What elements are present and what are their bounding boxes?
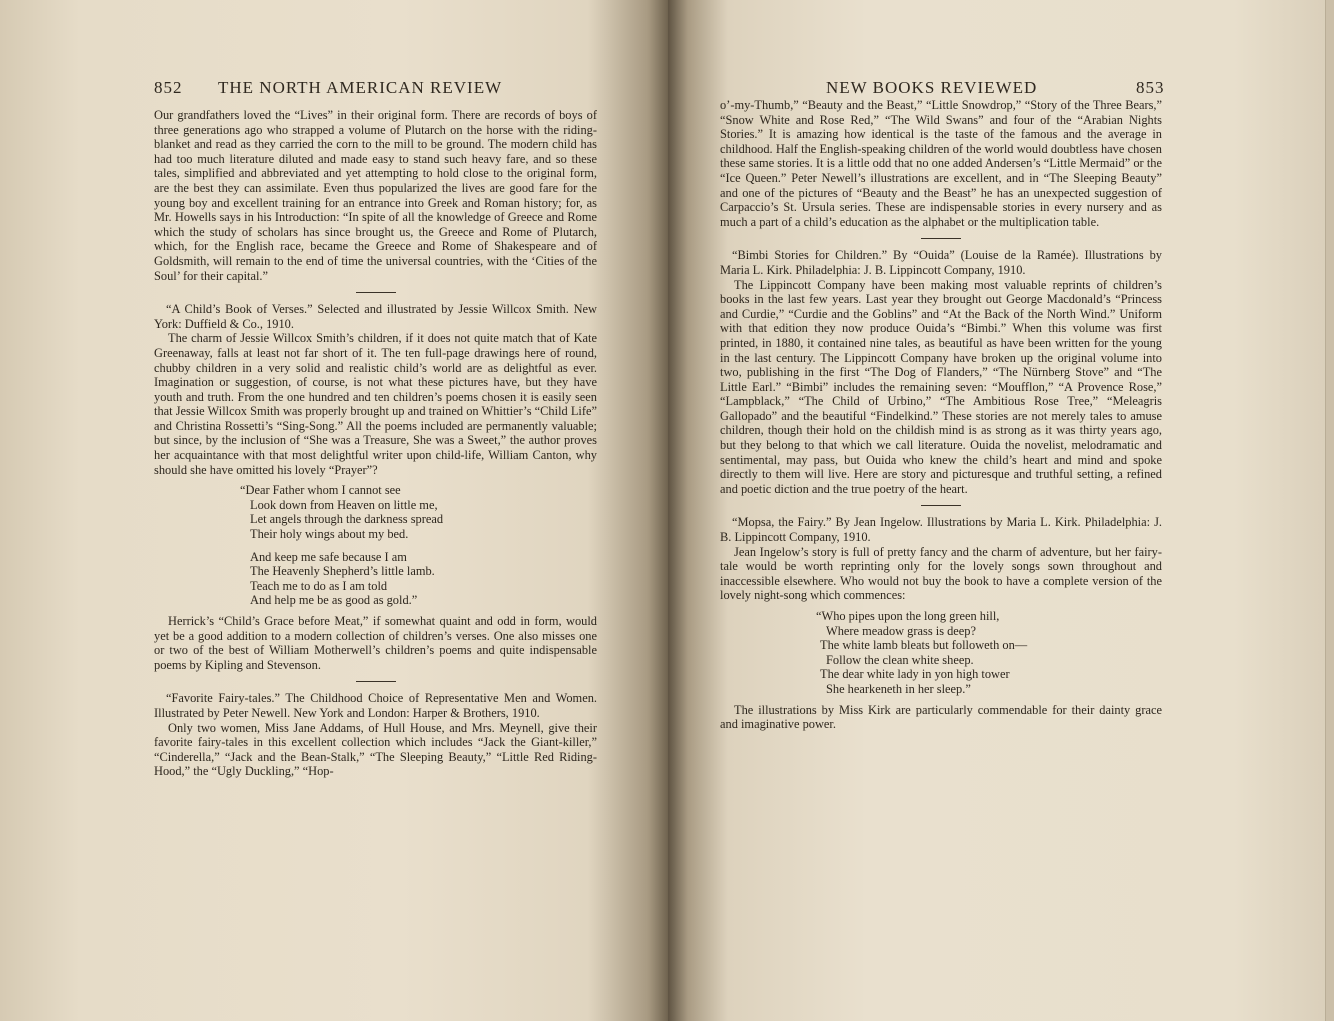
right-page	[668, 0, 1334, 1021]
verse-line: And keep me safe because I am	[250, 549, 407, 564]
review-body-after-poem: Herrick’s “Child’s Grace before Meat,” if somewhat quaint and odd in form, would yet be a good addition to a modern collection of children’s verses. One also misses one or two of the best of William Motherwell’s children’s poems and quite indispensable poems by Kipling and Stevenson.	[154, 614, 597, 672]
verse-line: Look down from Heaven on little me,	[250, 497, 438, 512]
review-heading-childs-book-of-verses: “A Child’s Book of Verses.” Selected and illustrated by Jessie Willcox Smith. New York: Duffield & Co., 1910.	[154, 302, 597, 331]
review-body-favorite-fairy-tales: Only two women, Miss Jane Addams, of Hull House, and Mrs. Meynell, give their favorite fairy-tales in this excellent collection which includes “Jack the Giant-killer,” “Cinderella,” “Jack and the Bean-Stalk,” “The Sleeping Beauty,” “Little Red Riding-Hood,” the “Ugly Duckling,” “Hop-	[154, 720, 597, 779]
page-edge	[1325, 0, 1334, 1021]
verse-line: Teach me to do as I am told	[250, 578, 388, 593]
verse-line: “Who pipes upon the long green hill,	[816, 609, 1000, 623]
section-divider	[921, 238, 961, 239]
right-paragraph-1: o’-my-Thumb,” “Beauty and the Beast,” “Little Snowdrop,” “Story of the Three Bears,” “Snow White and Rose Red,” “The Wild Swans” and four of the “Arabian Nights Stories.” It is amazing how identical is the taste of the famous and the average in childhood. Half the English-speaking children of the world would doubtless have chosen these same stories. It is a little odd that no one added Andersen’s “Little Mermaid” or the “Ice Queen.” Peter Newell’s illustrations are excellent, and in “The Sleeping Beauty” and one of the pictures of “Beauty and the Beast” he has an unexpected suggestion of Carpaccio’s St. Ursula series. These are indispensable stories in every nursery and as much a part of a child’s education as the alphabet or the multiplication table.	[720, 98, 1162, 229]
left-text-column	[154, 108, 597, 779]
verse-line: Their holy wings about my bed.	[250, 527, 409, 542]
review-body-closing: The illustrations by Miss Kirk are particularly commendable for their dainty grace and imaginative power.	[720, 702, 1162, 732]
verse-line: And help me be as good as gold.”	[250, 593, 418, 608]
verse-line: “Dear Father whom I cannot see	[240, 483, 401, 498]
review-heading-favorite-fairy-tales: “Favorite Fairy-tales.” The Childhood Choice of Representative Men and Women. Illustrated by Peter Newell. New York and London: Harper & Brothers, 1910.	[154, 691, 597, 720]
verse-line: Let angels through the darkness spread	[250, 512, 444, 527]
section-divider	[921, 505, 961, 506]
section-divider	[356, 292, 396, 293]
review-heading-mopsa-the-fairy: “Mopsa, the Fairy.” By Jean Ingelow. Illustrations by Maria L. Kirk. Philadelphia: J. B. Lippincott Company, 1910.	[720, 515, 1162, 545]
left-page-number: 852	[154, 78, 183, 97]
verse-line: Follow the clean white sheep.	[826, 652, 974, 667]
verse-line: Where meadow grass is deep?	[826, 623, 977, 638]
verse-line: The Heavenly Shepherd’s little lamb.	[250, 564, 435, 579]
section-divider	[356, 681, 396, 682]
verse-line: She hearkeneth in her sleep.”	[826, 681, 971, 696]
verse-line: The white lamb bleats but followeth on—	[820, 638, 1028, 653]
review-body-childs-book-of-verses: The charm of Jessie Willcox Smith’s children, if it does not quite match that of Kate Greenaway, falls at least not far short of it. The ten full-page drawings here of round, chubby children in a very solid and realistic child’s world are as delightful as ever. Imagination or suggestion, of course, is not what these pictures have, but they have youth and truth. From the one hundred and ten children’s poems chosen it is easily seen that Jessie Willcox Smith was properly brought up and trained on Whittier’s “Child Life” and Christina Rossetti’s “Sing-Song.” All the poems included are permanently valuable; but since, by the inclusion of “She was a Treasure, She was a Sweet,” the author proves her acquaintance with that most delightful writer upon child-life, William Canton, why should she have omitted his lovely “Prayer”?	[154, 331, 597, 477]
review-body-bimbi-stories: The Lippincott Company have been making most valuable reprints of children’s books in the last few years. Last year they brought out George Macdonald’s “Princess and Curdie,” “Curdie and the Goblins” and “At the Back of the North Wind.” Uniform with that edition they now produce Ouida’s “Bimbi.” When this volume was first printed, in 1880, it contained nine tales, as beautiful as have been written for the young in the last century. The Lippincott Company have broken up the original volume into two, publishing in the first “The Dog of Flanders,” “The Nürnberg Stove” and “The Little Earl.” “Bimbi” includes the remaining seven: “Moufflon,” “A Provence Rose,” “Lampblack,” “The Child of Urbino,” “The Ambitious Rose Tree,” “Meleagris Gallopado” and the beautiful “Findelkind.” These stories are not merely tales to amuse children, though their hold on the childish mind is as strong as it was thirty years ago, but they belong to that which we call literature. Ouida the novelist, melodramatic and sentimental, may pass, but Ouida who knew the child’s heart and mind and spoke directly to them will live. Here are story and picturesque and truthful setting, a refined and poetic diction and the true poetry of the heart.	[720, 277, 1162, 496]
verse-line: The dear white lady in yon high tower	[820, 667, 1010, 682]
left-paragraph-1: Our grandfathers loved the “Lives” in their original form. There are records of boys of three generations ago who strapped a volume of Plutarch on the horse with the riding-blanket and read as they carried the corn to the mill to be ground. The modern child has had too much literature diluted and made easy to stand such heavy fare, and so these tales, simplified and abbreviated and yet attempting to hold close to the original form, are the best they can assimilate. Even thus popularized the lives are good fare for the young boy and excellent training for an entrance into Greek and Roman history; for, as Mr. Howells says in his Introduction: “In spite of all the knowledge of Greece and Rome which the study of scholars has since brought us, the Greece and Rome of Plutarch, which, for the English race, became the Greece and Rome of Shakespeare and of Goldsmith, will remain to the end of time the universal countries, with the ‘Cities of the Soul’ for their capital.”	[154, 108, 597, 283]
review-body-mopsa-the-fairy: Jean Ingelow’s story is full of pretty fancy and the charm of adventure, but her fairy-tale would be worth reprinting only for the lovely songs sown throughout and inaccessible elsewhere. Who would not buy the book to have a complete version of the lovely night-song which commences:	[720, 544, 1162, 603]
review-heading-bimbi-stories: “Bimbi Stories for Children.” By “Ouida” (Louise de la Ramée). Illustrations by Maria L. Kirk. Philadelphia: J. B. Lippincott Company, 1910.	[720, 248, 1162, 277]
right-page-number: 853	[1136, 78, 1165, 97]
poem-prayer	[154, 483, 597, 608]
left-running-head: THE NORTH AMERICAN REVIEW	[218, 78, 503, 97]
poem-night-song	[720, 609, 1162, 697]
right-text-column	[720, 98, 1162, 732]
right-running-head: NEW BOOKS REVIEWED	[826, 78, 1038, 97]
